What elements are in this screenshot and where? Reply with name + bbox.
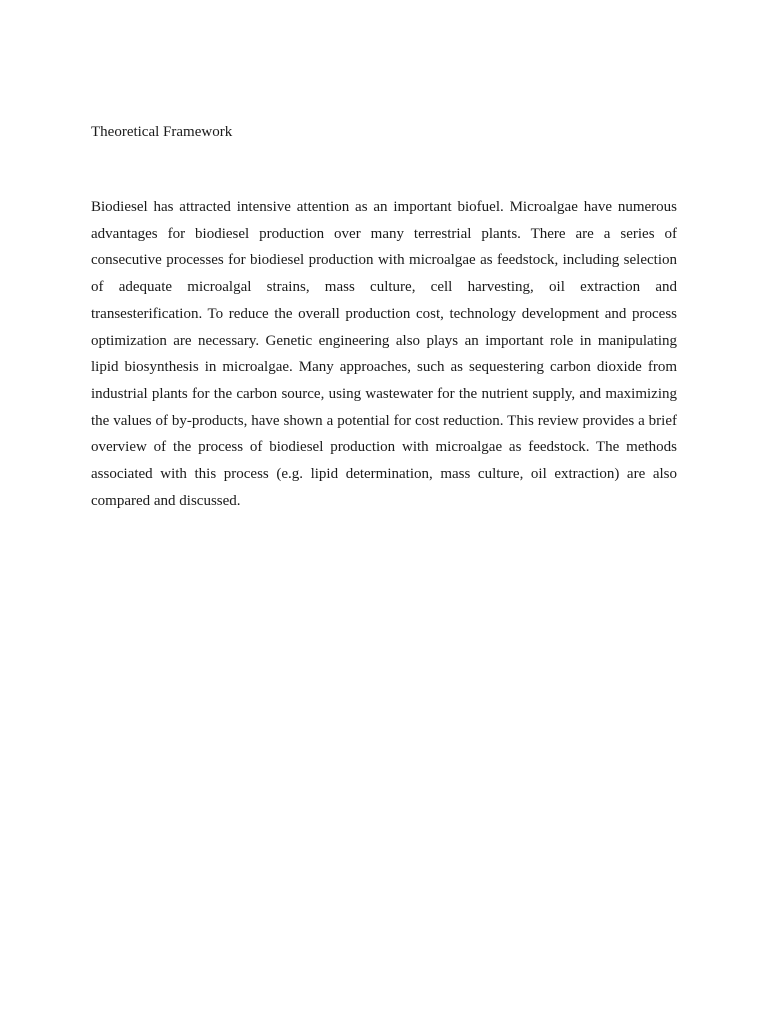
body-paragraph: Biodiesel has attracted intensive attention as an important biofuel. Microalgae have numerous advantages for biodiesel production over many terrestrial plants. There are a series of consecutive processes for biodiesel production with microalgae as feedstock, including selection of adequate microalgal strains, mass culture, cell harvesting, oil extraction and transesterification. To reduce the overall production cost, technology development and process optimization are necessary. Genetic engineering also plays an important role in manipulating lipid biosynthesis in microalgae. Many approaches, such as sequestering carbon dioxide from industrial plants for the carbon source, using wastewater for the nutrient supply, and maximizing the values of by-products, have shown a potential for cost reduction. This review provides a brief overview of the process of biodiesel production with microalgae as feedstock. The methods associated with this process (e.g. lipid determination, mass culture, oil extraction) are also compared and discussed. xyxy=(91,199,677,509)
section-heading: Theoretical Framework xyxy=(91,124,233,140)
